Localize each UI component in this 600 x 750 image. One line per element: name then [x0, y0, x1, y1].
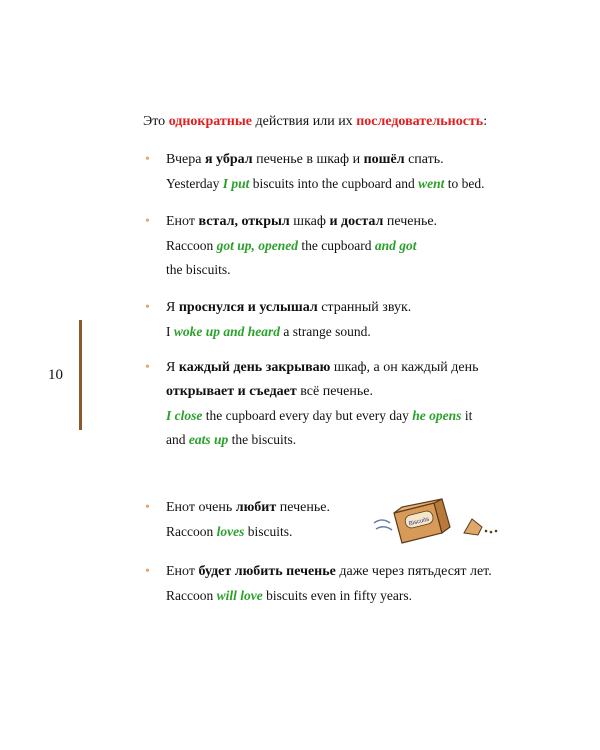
- example-entry: [145, 496, 330, 544]
- example-entry: [145, 356, 478, 452]
- english-line: [166, 172, 485, 196]
- english-text: the biscuits.: [166, 262, 231, 277]
- russian-highlight: открывает и съедает: [166, 384, 297, 399]
- russian-line: [166, 148, 485, 172]
- english-text: the biscuits.: [228, 432, 297, 447]
- english-text: a strange sound.: [280, 324, 371, 339]
- russian-highlight: я убрал: [204, 152, 253, 167]
- english-highlight: I put: [222, 176, 250, 191]
- russian-text: Енот очень: [166, 500, 236, 515]
- english-highlight: went: [418, 176, 445, 191]
- english-line: [166, 404, 478, 428]
- intro-text: :: [483, 114, 488, 129]
- russian-line: [166, 210, 437, 234]
- russian-text: печенье в шкаф и: [252, 152, 364, 167]
- english-text: the cupboard: [298, 238, 375, 253]
- biscuit-box-icon: [372, 497, 517, 545]
- page-number: 10: [48, 367, 63, 383]
- russian-highlight: пошёл: [363, 152, 405, 167]
- box-label: Biscuits: [408, 516, 430, 528]
- russian-line: [166, 380, 478, 404]
- english-line: [166, 428, 478, 452]
- russian-highlight: и достал: [329, 214, 384, 229]
- bullet-icon: •: [145, 360, 150, 375]
- intro-highlight-sequence: последовательность: [356, 114, 484, 129]
- english-text: biscuits.: [244, 524, 293, 539]
- bullet-icon: •: [145, 500, 150, 515]
- english-text: to bed.: [444, 176, 485, 191]
- russian-text: Я: [166, 360, 179, 375]
- russian-text: спать.: [404, 152, 444, 167]
- russian-highlight: каждый день закрываю: [178, 360, 331, 375]
- bullet-icon: •: [145, 300, 150, 315]
- bullet-icon: •: [145, 214, 150, 229]
- intro-text: действия или их: [252, 114, 357, 129]
- russian-line: [166, 296, 411, 320]
- english-text: Raccoon: [166, 238, 217, 253]
- english-text: Yesterday: [166, 176, 223, 191]
- russian-text: странный звук.: [317, 300, 412, 315]
- example-entry: [145, 210, 437, 282]
- russian-text: печенье.: [383, 214, 438, 229]
- example-entry: [145, 148, 485, 196]
- russian-line: [166, 560, 492, 584]
- russian-text: шкаф: [289, 214, 330, 229]
- russian-text: всё печенье.: [296, 384, 373, 399]
- russian-line: [166, 356, 478, 380]
- english-highlight: he opens: [412, 408, 462, 423]
- russian-text: печенье.: [276, 500, 330, 515]
- russian-line: [166, 496, 330, 520]
- english-line: [166, 234, 437, 258]
- english-line: [166, 320, 411, 344]
- english-text: the cupboard every day but every day: [202, 408, 413, 423]
- english-text: and: [166, 432, 189, 447]
- english-line: [166, 584, 492, 608]
- margin-rule: [79, 320, 82, 430]
- russian-text: Енот: [166, 564, 199, 579]
- english-line: [166, 520, 330, 544]
- russian-text: даже через пятьдесят лет.: [335, 564, 492, 579]
- english-text: Raccoon: [166, 588, 217, 603]
- russian-text: Енот: [166, 214, 199, 229]
- russian-highlight: будет любить печенье: [198, 564, 336, 579]
- english-highlight: and got: [374, 238, 417, 253]
- russian-highlight: проснулся и услышал: [178, 300, 318, 315]
- english-line: [166, 258, 437, 282]
- english-highlight: woke up and heard: [173, 324, 281, 339]
- bullet-icon: •: [145, 152, 150, 167]
- russian-text: Я: [166, 300, 179, 315]
- intro-text: Это: [143, 114, 169, 129]
- russian-highlight: любит: [235, 500, 277, 515]
- english-text: I: [166, 324, 174, 339]
- english-highlight: got up, opened: [216, 238, 298, 253]
- bullet-icon: •: [145, 564, 150, 579]
- russian-text: шкаф, а он каждый день: [330, 360, 479, 375]
- english-text: it: [461, 408, 473, 423]
- intro-sentence: [143, 112, 487, 132]
- intro-highlight-single: однократные: [168, 114, 253, 129]
- russian-text: Вчера: [166, 152, 205, 167]
- english-text: biscuits even in fifty years.: [262, 588, 412, 603]
- english-highlight: eats up: [188, 432, 229, 447]
- example-entry: [145, 560, 492, 608]
- russian-highlight: встал, открыл: [198, 214, 290, 229]
- english-text: Raccoon: [166, 524, 217, 539]
- example-entry: [145, 296, 411, 344]
- english-highlight: I close: [166, 408, 203, 423]
- english-highlight: will love: [216, 588, 263, 603]
- english-text: biscuits into the cupboard and: [249, 176, 419, 191]
- english-highlight: loves: [216, 524, 245, 539]
